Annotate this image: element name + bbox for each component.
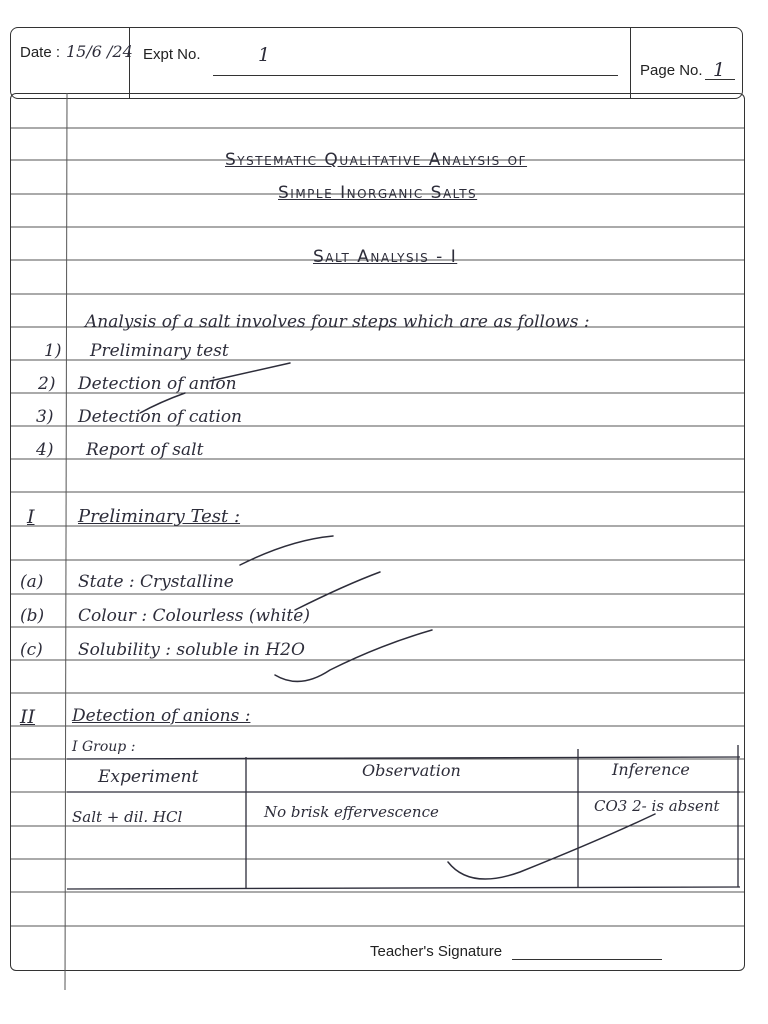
item-label: (b): [20, 606, 45, 626]
table-cell: Salt + dil. HCl: [72, 808, 183, 826]
signature-line: [512, 959, 662, 960]
page-value: 1: [713, 59, 726, 81]
step-number: 4): [36, 440, 54, 460]
intro-text: Analysis of a salt involves four steps which are as follows :: [85, 312, 590, 332]
section-numeral: I: [27, 506, 35, 528]
table-header: Inference: [612, 760, 690, 779]
table-cell: No brisk effervescence: [264, 803, 439, 821]
page-subtitle: Salt Analysis - I: [313, 247, 458, 267]
step-text: Detection of anion: [78, 374, 237, 394]
item-text: Solubility : soluble in H2O: [78, 640, 305, 660]
step-number: 1): [44, 341, 62, 361]
item-label: (c): [20, 640, 43, 660]
table-cell: CO3 2- is absent: [594, 797, 720, 815]
date-label: Date :: [20, 44, 61, 61]
step-number: 2): [38, 374, 56, 394]
table-header: Observation: [362, 761, 461, 780]
step-text: Report of salt: [86, 440, 204, 460]
item-text: State : Crystalline: [78, 572, 234, 592]
step-text: Preliminary test: [90, 341, 229, 361]
page-title-line2: Simple Inorganic Salts: [278, 183, 478, 203]
item-text: Colour : Colourless (white): [78, 606, 310, 626]
step-text: Detection of cation: [78, 407, 242, 427]
group-label: I Group :: [72, 739, 136, 755]
section-numeral: II: [20, 706, 36, 728]
page-title: Systematic Qualitative Analysis of: [225, 150, 528, 170]
section-heading: Preliminary Test :: [78, 506, 241, 527]
teacher-signature-label: Teacher's Signature: [370, 943, 503, 960]
step-number: 3): [36, 407, 54, 427]
expt-value: 1: [258, 44, 271, 66]
section-heading: Detection of anions :: [72, 706, 251, 726]
page-label: Page No.: [640, 62, 703, 79]
item-label: (a): [20, 572, 44, 592]
date-value: 15/6 /24: [66, 42, 133, 61]
expt-label: Expt No.: [143, 46, 201, 63]
table-header: Experiment: [98, 767, 199, 787]
